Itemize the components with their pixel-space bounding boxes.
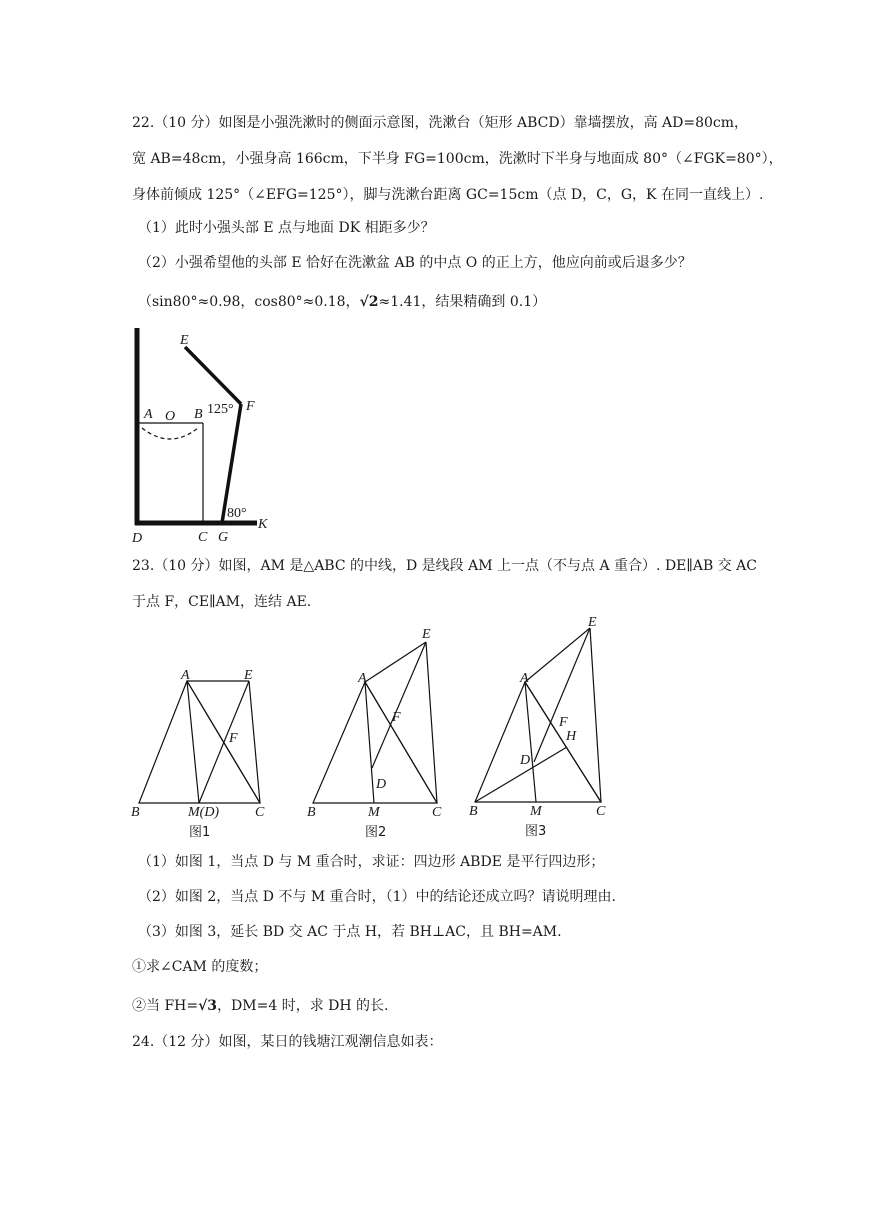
q23-line-2: 于点 F，CE∥AM，连结 AE. — [132, 594, 312, 610]
fig3-label-h: H — [566, 729, 577, 744]
q23-item-2 — [132, 996, 389, 1016]
q22-figure — [120, 320, 290, 545]
label-k: K — [258, 517, 268, 532]
q23-item-1: ①求∠CAM 的度数； — [132, 959, 268, 975]
q23-figure-3 — [462, 612, 622, 842]
fig2-label-m: M — [368, 805, 380, 820]
sqrt3-symbol: √3 — [198, 998, 218, 1014]
fig1-caption: 图1 — [189, 825, 211, 840]
fig1-label-c: C — [255, 805, 265, 820]
fig3-label-c: C — [596, 804, 606, 819]
q23-subquestion-2: （2）如图 2，当点 D 不与 M 重合时，（1）中的结论还成立吗？请说明理由. — [138, 889, 616, 905]
q23-subquestion-1: （1）如图 1，当点 D 与 M 重合时，求证：四边形 ABDE 是平行四边形； — [138, 854, 605, 870]
fig3-label-b: B — [469, 804, 478, 819]
label-g: G — [218, 530, 229, 545]
label-a: A — [144, 407, 153, 422]
fig2-label-f: F — [392, 710, 401, 725]
fig3-label-a: A — [520, 671, 529, 686]
fig1-label-a: A — [181, 668, 190, 683]
q23-figure-1 — [125, 665, 275, 845]
label-d: D — [132, 531, 143, 546]
fig1-label-e: E — [244, 668, 253, 683]
fig3-segment-ce — [590, 628, 601, 802]
fig3-segment-ac — [525, 682, 601, 802]
q23-item-2-prefix: ②当 FH= — [132, 998, 199, 1014]
label-c: C — [198, 530, 208, 545]
q24-line-1: 24.（12 分）如图，某日的钱塘江观潮信息如表： — [132, 1034, 443, 1050]
fig3-segment-am — [525, 682, 536, 802]
fig3-segment-de — [534, 628, 590, 762]
q22-line-3: 身体前倾成 125°（∠EFG=125°），脚与洗漱台距离 GC=15cm（点 D，C，G，K 在同一直线上）. — [132, 187, 764, 203]
fig2-label-d: D — [376, 777, 387, 792]
fig2-segment-de — [372, 642, 426, 768]
q23-line-1: 23.（10 分）如图，AM 是△ABC 的中线，D 是线段 AM 上一点（不与点 A 重合）. DE∥AB 交 AC — [132, 558, 757, 574]
q22-subquestion-2: （2）小强希望他的头部 E 恰好在洗漱盆 AB 的中点 O 的正上方，他应向前或后退多少？ — [138, 255, 692, 271]
label-angle-125: 125° — [207, 402, 234, 417]
fig3-label-f: F — [559, 715, 568, 730]
fig2-triangle-abc — [313, 682, 437, 803]
fig3-label-d: D — [520, 753, 531, 768]
fig2-label-e: E — [422, 627, 431, 642]
fig2-label-b: B — [307, 805, 316, 820]
q22-hint-suffix: ≈1.41，结果精确到 0.1） — [378, 294, 547, 310]
fig3-label-m: M — [530, 804, 542, 819]
q23-subquestion-3: （3）如图 3，延长 BD 交 AC 于点 H，若 BH⊥AC，且 BH=AM. — [138, 924, 562, 940]
fig3-triangle-abc — [475, 682, 601, 802]
label-b: B — [194, 407, 203, 422]
fig1-segment-ac — [187, 681, 260, 803]
fig3-caption: 图3 — [525, 824, 547, 839]
label-e: E — [180, 333, 189, 348]
fig2-segment-am — [365, 682, 374, 803]
q22-line-1: 22.（10 分）如图是小强洗漱时的侧面示意图，洗漱台（矩形 ABCD）靠墙摆放，高 AD=80cm， — [132, 115, 749, 131]
label-o: O — [165, 409, 176, 424]
basin-arc — [142, 428, 198, 439]
fig2-caption: 图2 — [365, 825, 387, 840]
q22-line-2: 宽 AB=48cm，小强身高 166cm，下半身 FG=100cm，洗漱时下半身与地面成 80°（∠FGK=80°）， — [132, 151, 783, 167]
fig1-segment-am — [187, 681, 199, 803]
fig1-segment-ce — [249, 681, 260, 803]
sqrt2-symbol: √2 — [359, 294, 379, 310]
q22-hint-prefix: （sin80°≈0.98，cos80°≈0.18， — [138, 294, 360, 310]
fig3-label-e: E — [588, 615, 597, 630]
fig1-label-f: F — [229, 731, 238, 746]
fig2-segment-ce — [426, 642, 437, 803]
fig2-label-a: A — [358, 671, 367, 686]
fig1-label-m: M(D) — [188, 805, 220, 820]
label-angle-80: 80° — [227, 506, 247, 521]
fig1-label-b: B — [131, 805, 140, 820]
q23-item-2-suffix: ，DM=4 时，求 DH 的长. — [217, 998, 389, 1014]
segment-ef — [185, 347, 241, 404]
fig3-segment-ae — [525, 628, 590, 682]
q22-hint — [138, 292, 546, 312]
fig2-label-c: C — [432, 805, 442, 820]
q22-subquestion-1: （1）此时小强头部 E 点与地面 DK 相距多少？ — [138, 220, 435, 236]
q23-figure-2 — [300, 620, 460, 845]
label-f: F — [246, 399, 255, 414]
